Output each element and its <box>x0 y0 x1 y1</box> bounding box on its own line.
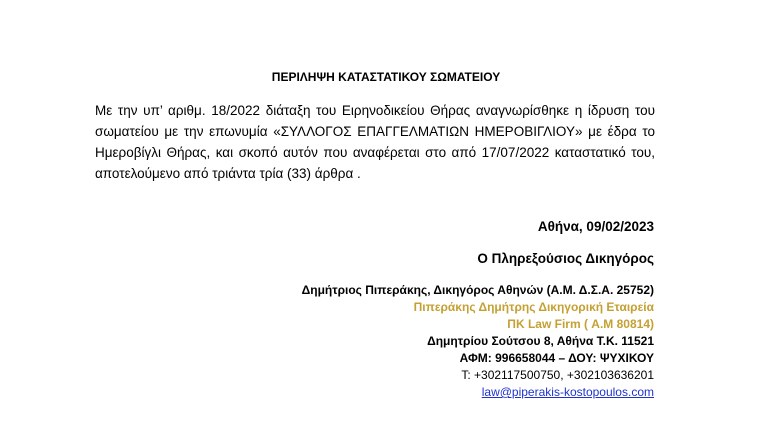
place-date: Αθήνα, 09/02/2023 <box>537 219 654 234</box>
summary-text: Με την υπ’ αριθμ. 18/2022 διάταξη του Ειρηνοδικείου Θήρας αναγνωρίσθηκε η ίδρυση του σωματείου με την επωνυμία «ΣΥΛΛΟΓΟΣ ΕΠΑΓΓΕΛΜΑΤΙΩΝ ΗΜΕΡΟΒΙΓΛΙΟΥ» με έδρα το Ημεροβίγλι Θήρας, και σκοπό αυτόν που αναφέρεται στο από 17/07/2022 καταστατικό του, αποτελούμενο από τριάντα τρία (33) άρθρα . <box>95 103 655 181</box>
firm-name: Πιπεράκης Δημήτρης Δικηγορική Εταιρεία <box>413 300 654 314</box>
tax-info: ΑΦΜ: 996658044 – ΔΟΥ: ΨΥΧΙΚΟΥ <box>459 351 654 365</box>
signer-role: Ο Πληρεξούσιος Δικηγόρος <box>477 251 654 266</box>
document-title: ΠΕΡΙΛΗΨΗ ΚΑΤΑΣΤΑΤΙΚΟΥ ΣΩΜΑΤΕΙΟΥ <box>271 70 501 84</box>
firm-address: Δημητρίου Σούτσου 8, Αθήνα Τ.Κ. 11521 <box>427 334 654 348</box>
summary-paragraph <box>95 100 655 184</box>
email-link[interactable]: law@piperakis-kostopoulos.com <box>481 385 654 399</box>
firm-short-name: ΠΚ Law Firm ( Α.Μ 80814) <box>507 317 654 331</box>
phone-numbers: Τ: +302117500750, +302103636201 <box>461 368 654 382</box>
signature-block <box>302 282 654 401</box>
lawyer-name: Δημήτριος Πιπεράκης, Δικηγόρος Αθηνών (Α.Μ. Δ.Σ.Α. 25752) <box>301 283 654 297</box>
